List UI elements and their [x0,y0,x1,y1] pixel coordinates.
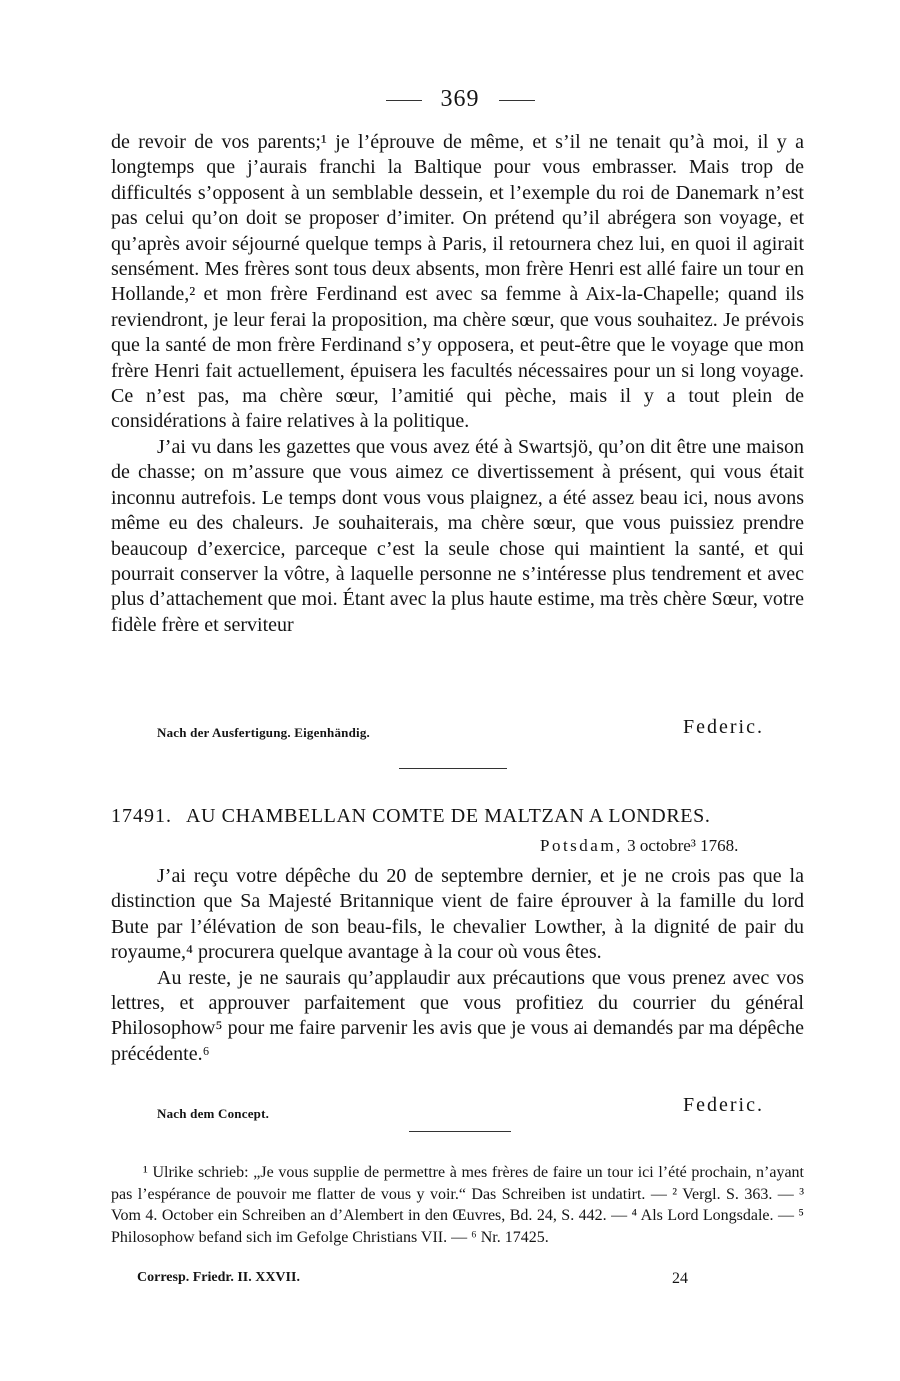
footer-signature-mark: 24 [672,1270,688,1287]
letter-2-source-note: Nach dem Concept. [157,1106,270,1121]
letter-2-paragraph-2: Au reste, je ne saurais qu’applaudir aux précautions que vous prenez avec vos lettres, et approuver parfaitement que vous profitiez du courrier du général Philosophow⁵ pour me faire parvenir les avis que je vous ai demandés par ma dépêche précédente.⁶ [111,966,804,1065]
letter-1-source-note: Nach der Ausfertigung. Eigenhändig. [157,725,370,740]
letter-1-signature: Federic. [683,716,764,738]
letter-2-body [111,864,804,1067]
letter-2-paragraph-1: J’ai reçu votre dépêche du 20 de septembre dernier, et je ne crois pas que la distinction que Sa Majesté Britannique vient de faire éprouver à la famille du lord Bute par l’élévation de son beau-fils, le chevalier Lowther, à la dignité de pair du royaume,⁴ procurera quelque avantage à la cour où vous êtes. [111,865,804,964]
header-rule-right [499,100,535,101]
letter-1-body [111,130,804,638]
page-header [0,86,900,116]
letter-2-recipient: AU CHAMBELLAN COMTE DE MALTZAN A LONDRES. [186,805,711,827]
header-rule-left [386,100,422,101]
letter-2-number: 17491. [111,805,172,827]
footnotes [111,1162,804,1248]
letter-2-date: 3 octobre³ 1768. [627,836,739,855]
footnote-divider [409,1131,511,1132]
letter-2-heading [111,805,804,828]
letter-1-paragraph-1: de revoir de vos parents;¹ je l’éprouve de même, et s’il ne tenait qu’à moi, il y a longtemps que j’aurais franchi la Baltique pour vous embrasser. Mais trop de difficultés s’opposent à un semblable dessein, et l’exemple du roi de Danemark n’est pas celui qu’on doit se proposer d’imiter. On prétend qu’il abrégera son voyage, et qu’après avoir séjourné quelque temps à Paris, il retournera chez lui, en quoi il agirait sensément. Mes frères sont tous deux absents, mon frère Henri est allé faire un tour en Hollande,² et mon frère Ferdinand est avec sa femme à Aix-la-Chapelle; quand ils reviendront, je leur ferai la proposition, ma chère sœur, que vous souhaitez. Je prévois que la santé de mon frère Ferdinand s’y opposera, et peut-être que le voyage que mon frère Henri fait actuellement, épuisera les facultés nécessaires pour un si long voyage. Ce n’est pas, ma chère sœur, l’amitié qui pèche, mais il y a tout plein de considérations à faire relatives à la politique. [111,131,804,433]
page-number: 369 [440,86,480,112]
letter-2-place-date [540,836,738,856]
section-divider [399,768,507,769]
letter-2-signature: Federic. [683,1094,764,1116]
footer-collection: Corresp. Friedr. II. XXVII. [137,1270,300,1285]
letter-1-paragraph-2: J’ai vu dans les gazettes que vous avez été à Swartsjö, qu’on dit être une maison de chasse; on m’assure que vous aimez ce divertissement à présent, qui vous était inconnu autrefois. Le temps dont vous vous plaignez, a été assez beau ici, nous avons même eu des chaleurs. Je souhaiterais, ma chère sœur, que vous puissiez prendre beaucoup d’exercice, parceque c’est la seule chose qui maintient la santé, et qui pourrait conserver la vôtre, à laquelle personne ne s’intéresse plus tendrement et avec plus d’attachement que moi. Étant avec la plus haute estime, ma très chère Sœur, votre fidèle frère et serviteur [111,435,804,636]
letter-2-place: Potsdam, [540,836,623,855]
footnotes-text: ¹ Ulrike schrieb: „Je vous supplie de permettre à mes frères de faire un tour ici l’été prochain, n’ayant pas l’espérance de pouvoir me flatter de vous y voir.“ Das Schreiben ist undatirt. — ² Vergl. S. 363. — ³ Vom 4. October ein Schreiben an d’Alembert in den Œuvres, Bd. 24, S. 442. — ⁴ Als Lord Longsdale. — ⁵ Philosophow befand sich im Gefolge Christians VII. — ⁶ Nr. 17425. [111,1164,804,1246]
